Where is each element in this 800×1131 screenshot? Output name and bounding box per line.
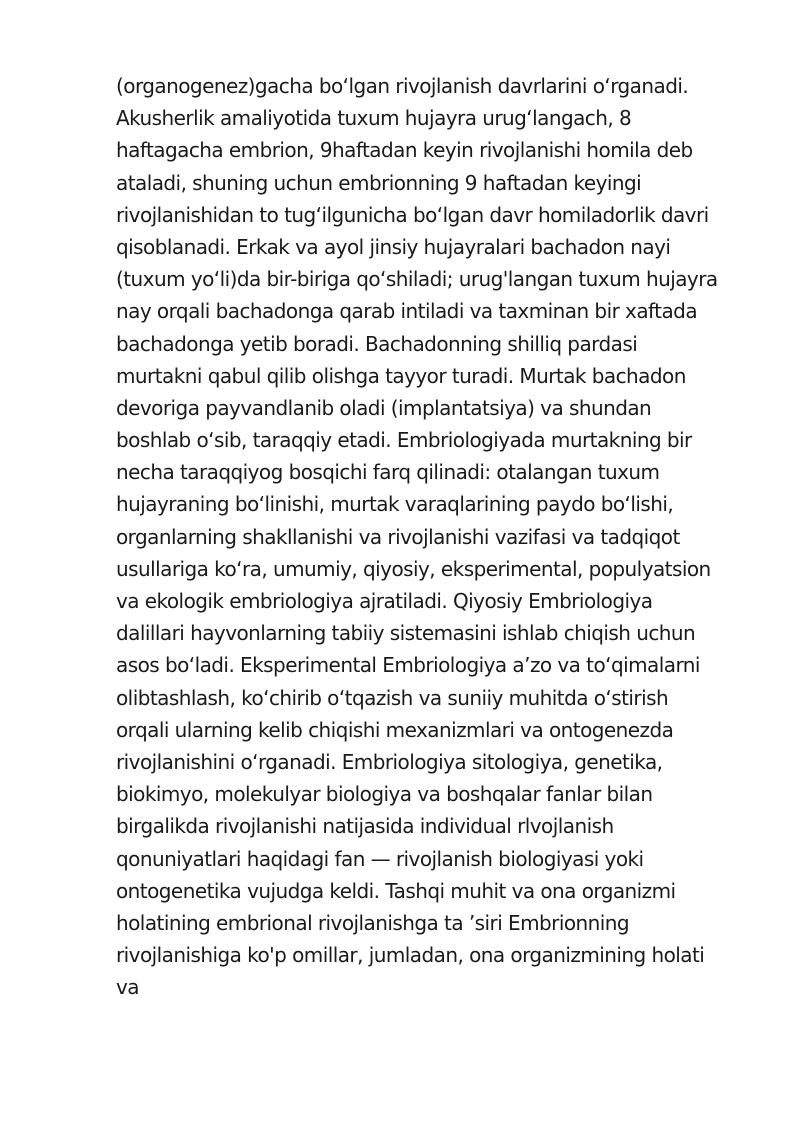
text-line: biokimyo, molekulyar biologiya va boshqalar fanlar bilan [116,782,653,807]
text-line: ataladi, shuning uchun embrionning 9 haftadan keyingi [116,170,642,195]
text-line: Akusherlik amaliyotida tuxum hujayra urug‘langach, 8 [116,106,632,131]
text-line: nay orqali bachadonga qarab intiladi va taxminan bir xaftada [116,299,698,324]
text-line: organlarning shakllanishi va rivojlanishi vazifasi va tadqiqot [116,524,680,549]
text-line: bachadonga yetib boradi. Bachadonning shilliq pardasi [116,331,638,356]
text-line: holatining embrional rivojlanishga ta ’siri Embrionning [116,910,630,935]
text-line: ontogenetika vujudga keldi. Tashqi muhit va ona organizmi [116,878,676,903]
text-line: dalillari hayvonlarning tabiiy sistemasini ishlab chiqish uchun [116,621,696,646]
text-line: va ekologik embriologiya ajratiladi. Qiyosiy Embriologiya [116,589,653,613]
text-line: hujayraning bo‘linishi, murtak varaqlarining paydo bo‘lishi, [116,492,674,517]
text-line: necha taraqqiyog bosqichi farq qilinadi: otalangan tuxum [116,460,660,485]
text-line: (tuxum yo‘li)da bir-biriga qo‘shiladi; urug'langan tuxum hujayra [116,267,718,292]
text-line: rivojlanishidan to tug‘ilgunicha bo‘lgan davr homiladorlik davri [116,202,709,227]
text-line: asos bo‘ladi. Eksperimental Embriologiya a’zo va to‘qimalarni [116,653,700,678]
text-line: (organogenez)gacha bo‘lgan rivojlanish davrlarini o‘rganadi. [116,74,689,98]
body-text [116,70,756,1003]
text-line: birgalikda rivojlanishi natijasida individual rlvojlanish [116,814,614,839]
text-line: qonuniyatlari haqidagi fan — rivojlanish biologiyasi yoki [116,846,644,871]
text-line: usullariga ko‘ra, umumiy, qiyosiy, eksperimental, populyatsion [116,556,711,581]
text-line: murtakni qabul qilib olishga tayyor turadi. Murtak bachadon [116,363,686,388]
text-line: rivojlanishiga ko'p omillar, jumladan, ona organizmining holati [116,943,705,968]
text-line: va [116,975,139,1000]
text-line: rivojlanishini o‘rganadi. Embriologiya sitologiya, genetika, [116,749,663,774]
text-line: olibtashlash, ko‘chirib o‘tqazish va suniiy muhitda o‘stirish [116,685,669,710]
text-line: qisoblanadi. Erkak va ayol jinsiy hujayralari bachadon nayi [116,234,671,259]
text-line: devoriga payvandlanib oladi (implantatsiya) va shundan [116,395,652,420]
text-line: boshlab o‘sib, taraqqiy etadi. Embriologiyada murtakning bir [116,428,692,453]
text-line: haftagacha embrion, 9haftadan keyin rivojlanishi homila deb [116,138,693,163]
text-line: orqali ularning kelib chiqishi mexanizmlari va ontogenezda [116,717,674,742]
